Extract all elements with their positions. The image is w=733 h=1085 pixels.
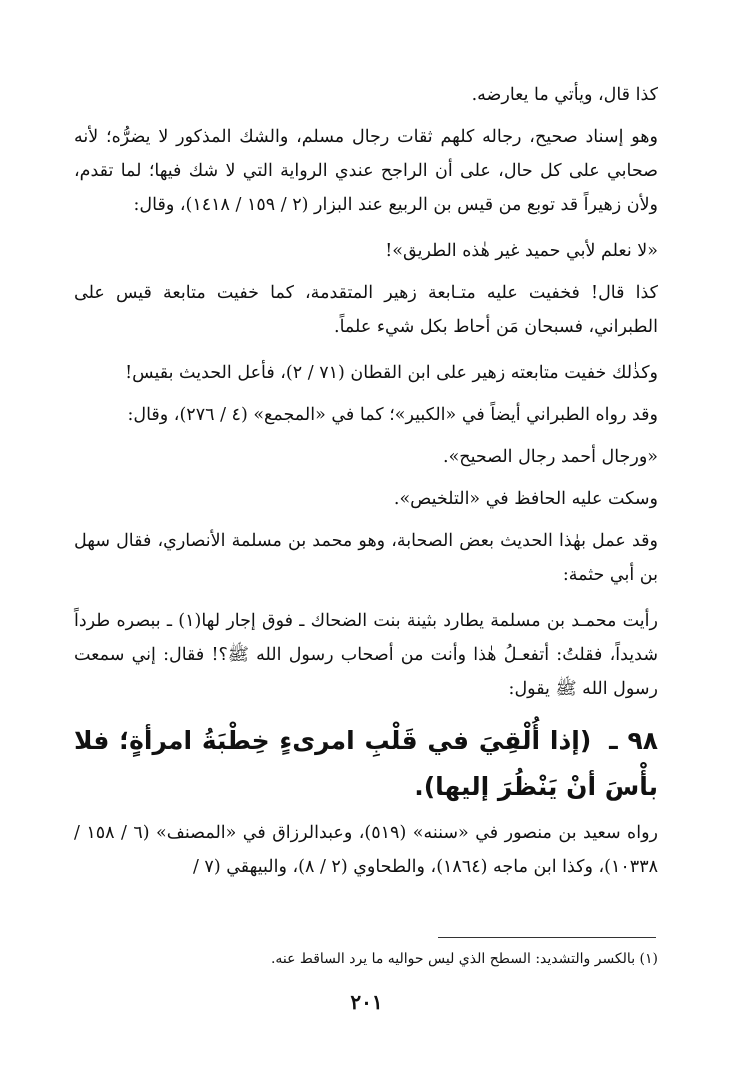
paragraph-2: وهو إسناد صحيح، رجاله كلهم ثقات رجال مسلم، والشك المذكور لا يضرُّه؛ لأنه صحابي على كل حال، على أن الراجح عندي الرواية التي لا شك فيها؛ لما تقدم، ولأن زهيراً قد توبع من قيس بن الربيع عند البزار (٢ / ١٥٩ / ١٤١٨)، وقال:	[74, 127, 658, 215]
page-body	[74, 78, 658, 896]
paragraph-8: وسكت عليه الحافظ في «التلخيص».	[393, 489, 658, 509]
footnote-divider	[438, 937, 656, 938]
paragraph-after-hadith: رواه سعيد بن منصور في «سننه» (٥١٩)، وعبدالرزاق في «المصنف» (٦ / ١٥٨ / ١٠٣٣٨)، وكذا ابن ماجه (١٨٦٤)، والطحاوي (٢ / ٨)، والبيهقي (٧ /	[74, 823, 658, 877]
paragraph-5: وكذٰلك خفيت متابعته زهير على ابن القطان (٧١ / ٢)، فأعل الحديث بقيس!	[125, 363, 658, 383]
page-number: ٢٠١	[350, 990, 383, 1014]
hadith-text: (إذا أُلْقِيَ في قَلْبِ امرىءٍ خِطْبَةُ امرأةٍ؛ فلا بأْسَ أنْ يَنْظُرَ إليها).	[74, 726, 658, 801]
hadith-number: ٩٨ ـ	[609, 726, 658, 755]
paragraph-3: «لا نعلم لأبي حميد غير هٰذه الطريق»!	[385, 241, 658, 261]
paragraph-10: رأيت محمـد بن مسلمة يطارد بثينة بنت الضحاك ـ فوق إجار لها(١) ـ ببصره طرداً شديداً، فقلتُ: أتفعـلُ هٰذا وأنت من أصحاب رسول الله ﷺ؟! فقال: إني سمعت رسول الله ﷺ يقول:	[74, 611, 658, 699]
paragraph-6: وقد رواه الطبراني أيضاً في «الكبير»؛ كما في «المجمع» (٤ / ٢٧٦)، وقال:	[127, 405, 658, 425]
paragraph-7: «ورجال أحمد رجال الصحيح».	[443, 447, 658, 467]
paragraph-9: وقد عمل بهٰذا الحديث بعض الصحابة، وهو محمد بن مسلمة الأنصاري، فقال سهل بن أبي حثمة:	[74, 531, 658, 585]
hadith-block	[74, 718, 658, 810]
footnote: (١) بالكسر والتشديد: السطح الذي ليس حواليه ما يرد الساقط عنه.	[270, 951, 658, 967]
paragraph-4: كذا قال! فخفيت عليه متـابعة زهير المتقدمة، كما خفيت متابعة قيس على الطبراني، فسبحان مَن أحاط بكل شيء علماً.	[74, 283, 658, 337]
paragraph-1: كذا قال، ويأتي ما يعارضه.	[471, 85, 658, 105]
